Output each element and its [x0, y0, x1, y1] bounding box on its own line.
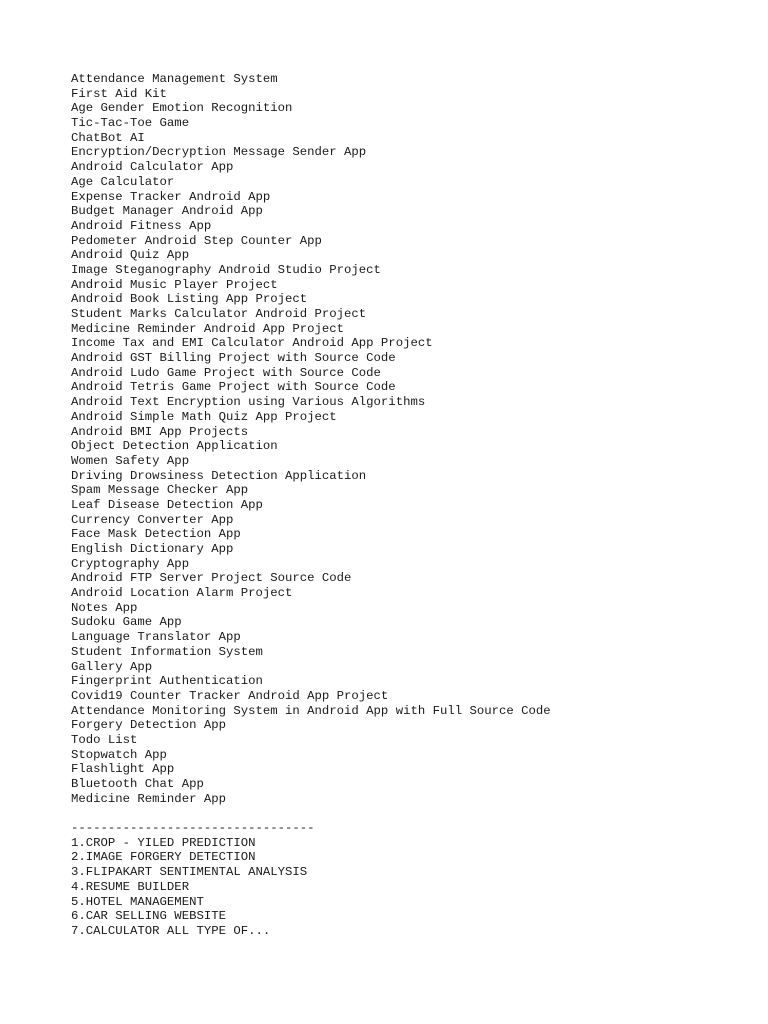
project-list-item: Stopwatch App — [71, 747, 167, 762]
project-list-item: Android Ludo Game Project with Source Code — [71, 365, 381, 380]
project-list-item: Android Calculator App — [71, 160, 234, 175]
project-list-item: Android Tetris Game Project with Source Code — [71, 380, 396, 395]
project-list-item: Android Fitness App — [71, 218, 212, 233]
project-list-item: Android BMI App Projects — [71, 424, 249, 439]
numbered-list-item: 5.HOTEL MANAGEMENT — [71, 894, 204, 909]
project-list-item: Women Safety App — [71, 453, 190, 468]
project-list-item: Image Steganography Android Studio Project — [71, 262, 381, 277]
numbered-list-item: 7.CALCULATOR ALL TYPE OF... — [71, 923, 271, 938]
project-list-item: Attendance Monitoring System in Android App with Full Source Code — [71, 703, 551, 718]
numbered-list-item: 4.RESUME BUILDER — [71, 879, 190, 894]
project-list-item: Student Information System — [71, 644, 263, 659]
project-list-item: Android FTP Server Project Source Code — [71, 571, 352, 586]
project-list-item: Medicine Reminder App — [71, 791, 226, 806]
project-list-item: Encryption/Decryption Message Sender App — [71, 145, 367, 160]
project-list-item: Currency Converter App — [71, 512, 234, 527]
project-list-item: Spam Message Checker App — [71, 483, 249, 498]
project-list-item: Notes App — [71, 600, 138, 615]
project-list-item: First Aid Kit — [71, 86, 167, 101]
project-list-item: Android Simple Math Quiz App Project — [71, 409, 337, 424]
project-list-item: Bluetooth Chat App — [71, 777, 204, 791]
project-list-item: Android Quiz App — [71, 248, 190, 263]
project-list-item: Covid19 Counter Tracker Android App Project — [71, 688, 389, 703]
project-list-item: Tic-Tac-Toe Game — [71, 116, 190, 131]
project-list-item: Age Calculator — [71, 174, 175, 189]
project-list-item: Forgery Detection App — [71, 718, 226, 733]
project-list-item: Leaf Disease Detection App — [71, 497, 263, 512]
project-list-item: Object Detection Application — [71, 439, 278, 454]
project-list-item: Cryptography App — [71, 556, 190, 571]
project-list-item: Flashlight App — [71, 762, 175, 777]
blank-line — [71, 806, 751, 821]
project-list-item: Todo List — [71, 732, 138, 747]
document-page — [71, 72, 751, 939]
project-list-item: Android Book Listing App Project — [71, 292, 308, 307]
project-list-item: Budget Manager Android App — [71, 204, 263, 219]
project-list-item: Medicine Reminder Android App Project — [71, 321, 345, 336]
project-list-item: Android Location Alarm Project — [71, 586, 293, 601]
project-list-item: Language Translator App — [71, 630, 241, 645]
project-list-item: Sudoku Game App — [71, 615, 182, 630]
project-list-item: Pedometer Android Step Counter App — [71, 233, 322, 248]
project-list-item: Student Marks Calculator Android Project — [71, 307, 367, 321]
numbered-list — [71, 836, 751, 939]
project-list-item: Expense Tracker Android App — [71, 189, 271, 204]
project-list-item: Driving Drowsiness Detection Application — [71, 468, 367, 483]
project-list-item: Income Tax and EMI Calculator Android App Project — [71, 336, 433, 351]
project-list — [71, 72, 751, 806]
numbered-list-item: 2.IMAGE FORGERY DETECTION — [71, 850, 256, 865]
project-list-item: Attendance Management System — [71, 72, 278, 86]
project-list-item: Fingerprint Authentication — [71, 674, 263, 689]
numbered-list-item: 1.CROP - YILED PREDICTION — [71, 835, 256, 850]
project-list-item: English Dictionary App — [71, 542, 234, 556]
project-list-item: Android GST Billing Project with Source Code — [71, 351, 396, 366]
project-list-item: ChatBot AI — [71, 130, 145, 145]
project-list-item: Android Text Encryption using Various Algorithms — [71, 395, 426, 410]
project-list-item: Gallery App — [71, 659, 153, 674]
separator-line: --------------------------------- — [71, 821, 315, 836]
numbered-list-item: 3.FLIPAKART SENTIMENTAL ANALYSIS — [71, 865, 308, 880]
project-list-item: Android Music Player Project — [71, 277, 278, 292]
numbered-list-item: 6.CAR SELLING WEBSITE — [71, 909, 226, 924]
project-list-item: Face Mask Detection App — [71, 527, 241, 542]
project-list-item: Age Gender Emotion Recognition — [71, 101, 293, 116]
